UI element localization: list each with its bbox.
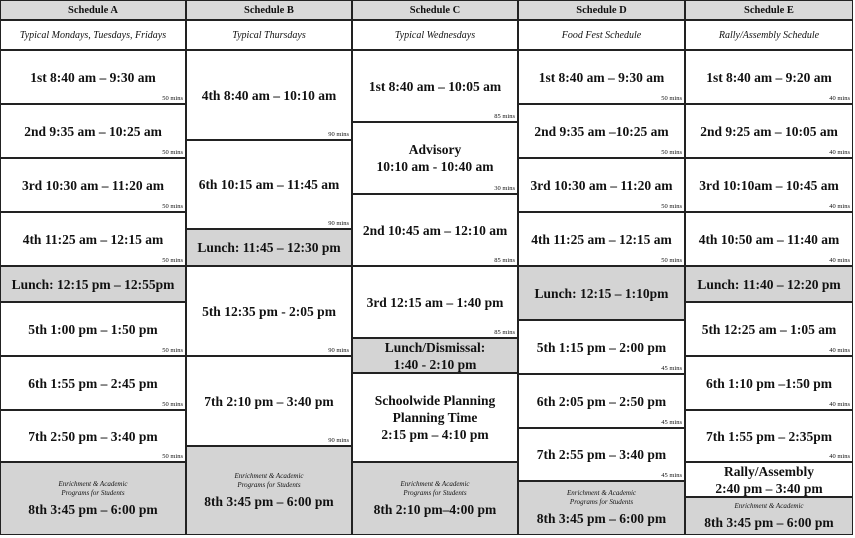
duration-label: 90 mins [328, 437, 349, 444]
period-time-label: 10:10 am - 10:40 am [376, 159, 494, 174]
duration-label: 40 mins [829, 401, 850, 408]
program-note: Programs for Students [403, 488, 467, 497]
period-text [202, 87, 337, 104]
period-text [28, 480, 157, 518]
period-block [518, 158, 685, 212]
period-text [539, 69, 665, 86]
period-time-label: 1:40 - 2:10 pm [393, 356, 477, 372]
period-time-label: 3rd 10:10am – 10:45 am [699, 177, 839, 193]
period-time-label: 8th 3:45 pm – 6:00 pm [704, 514, 834, 530]
duration-label: 50 mins [661, 95, 682, 102]
period-block [518, 212, 685, 266]
period-text [697, 276, 840, 293]
period-time-label: 6th 10:15 am – 11:45 am [198, 177, 340, 192]
period-text [12, 276, 175, 293]
enrichment-block [685, 497, 853, 535]
period-text [537, 339, 666, 356]
period-block [685, 302, 853, 356]
period-time-label: 7th 2:50 pm – 3:40 pm [28, 428, 158, 444]
period-time-label: 7th 2:10 pm – 3:40 pm [204, 393, 334, 409]
period-text [374, 480, 497, 518]
period-time-label: 4th 8:40 am – 10:10 am [201, 87, 337, 103]
period-time-label: 6th 2:05 pm – 2:50 pm [536, 393, 667, 409]
period-block [685, 50, 853, 104]
period-text [375, 392, 495, 443]
period-text [704, 502, 833, 531]
enrichment-block [186, 446, 352, 535]
period-text [706, 428, 832, 445]
period-time-label: 5th 12:25 am – 1:05 am [701, 321, 837, 337]
column-subtitle: Food Fest Schedule [518, 20, 685, 50]
duration-label: 30 mins [494, 185, 515, 192]
column-header: Schedule A [0, 0, 186, 20]
duration-label: 85 mins [494, 113, 515, 120]
period-text [706, 375, 832, 392]
period-time-label: 4th 10:50 am – 11:40 am [698, 231, 840, 247]
period-text [24, 123, 162, 140]
period-time-label: 2nd 10:45 am – 12:10 am [362, 222, 508, 238]
period-block [0, 266, 186, 302]
duration-label: 50 mins [661, 149, 682, 156]
duration-label: 45 mins [661, 365, 682, 372]
period-block [186, 356, 352, 446]
period-block [352, 338, 518, 373]
column-subtitle: Rally/Assembly Schedule [685, 20, 853, 50]
period-time-label: 3rd 10:30 am – 11:20 am [530, 177, 673, 193]
period-time-label: 2nd 9:25 am – 10:05 am [700, 123, 838, 139]
period-time-label: Lunch/Dismissal: [384, 339, 486, 355]
period-time-label: 7th 2:55 pm – 3:40 pm [536, 447, 667, 462]
duration-label: 50 mins [661, 203, 682, 210]
period-time-label: Schoolwide Planning [374, 393, 496, 408]
period-text [28, 428, 157, 445]
program-note: Enrichment & Academic [400, 479, 470, 488]
period-time-label: 3rd 10:30 am – 11:20 am [21, 177, 165, 193]
duration-label: 90 mins [328, 220, 349, 227]
period-block [352, 50, 518, 122]
program-note: Enrichment & Academic [734, 501, 804, 510]
period-block [0, 410, 186, 462]
column-header: Schedule B [186, 0, 352, 20]
period-text [28, 321, 157, 338]
period-text [700, 123, 838, 140]
duration-label: 40 mins [829, 453, 850, 460]
period-block [352, 373, 518, 462]
period-time-label: 2nd 9:35 am –10:25 am [534, 123, 669, 139]
column-subtitle: Typical Mondays, Tuesdays, Fridays [0, 20, 186, 50]
column-header: Schedule D [518, 0, 685, 20]
period-block [685, 356, 853, 410]
period-text [23, 231, 164, 248]
period-block [352, 122, 518, 194]
period-text [699, 231, 840, 248]
period-time-label: 2nd 9:35 am – 10:25 am [24, 123, 162, 139]
period-block [0, 104, 186, 158]
program-note: Programs for Students [237, 480, 301, 489]
duration-label: 85 mins [494, 257, 515, 264]
duration-label: 40 mins [829, 149, 850, 156]
period-block [0, 50, 186, 104]
duration-label: 50 mins [162, 95, 183, 102]
period-time-label: 1st 8:40 am – 9:20 am [706, 69, 832, 85]
period-time-label: Lunch: 11:40 – 12:20 pm [697, 276, 841, 292]
column-header: Schedule E [685, 0, 853, 20]
duration-label: 85 mins [494, 329, 515, 336]
period-time-label: 6th 1:10 pm –1:50 pm [705, 375, 832, 391]
period-text [537, 489, 666, 527]
duration-label: 50 mins [162, 347, 183, 354]
period-block [685, 410, 853, 462]
period-text [367, 294, 504, 311]
program-note: Enrichment & Academic [58, 479, 128, 488]
period-time-label: 2:15 pm – 4:10 pm [381, 427, 489, 442]
period-time-label: 8th 3:45 pm – 6:00 pm [536, 511, 667, 526]
period-block [186, 50, 352, 140]
period-block [0, 158, 186, 212]
period-time-label: Lunch: 11:45 – 12:30 pm [197, 240, 341, 255]
duration-label: 50 mins [162, 203, 183, 210]
period-text [202, 303, 336, 320]
period-time-label: 1st 8:40 am – 10:05 am [368, 78, 502, 94]
column-header: Schedule C [352, 0, 518, 20]
period-block [0, 356, 186, 410]
duration-label: 50 mins [162, 149, 183, 156]
period-text [204, 472, 333, 510]
period-time-label: 7th 1:55 pm – 2:35pm [705, 428, 832, 444]
period-text [369, 78, 501, 95]
period-time-label: Lunch: 12:15 pm – 12:55pm [11, 276, 175, 292]
period-text [699, 177, 838, 194]
enrichment-block [518, 481, 685, 535]
program-note: Enrichment & Academic [234, 471, 304, 480]
period-time-label: 5th 1:15 pm – 2:00 pm [536, 339, 667, 355]
period-block [352, 194, 518, 266]
period-text [363, 222, 507, 239]
period-time-label: 8th 3:45 pm – 6:00 pm [204, 493, 334, 509]
period-time-label: 1st 8:40 am – 9:30 am [30, 69, 156, 85]
duration-label: 50 mins [162, 401, 183, 408]
period-block [518, 428, 685, 481]
period-text [30, 69, 156, 86]
period-time-label: 2:40 pm – 3:40 pm [715, 480, 823, 496]
period-block [0, 212, 186, 266]
period-block [685, 158, 853, 212]
period-block [685, 212, 853, 266]
period-time-label: 4th 11:25 am – 12:15 am [22, 231, 164, 247]
period-text [715, 463, 822, 497]
period-time-label: 4th 11:25 am – 12:15 am [531, 231, 672, 247]
enrichment-block [352, 462, 518, 535]
period-text [531, 231, 672, 248]
period-time-label: Lunch: 12:15 – 1:10pm [534, 285, 669, 301]
duration-label: 40 mins [829, 95, 850, 102]
period-time-label: 5th 1:00 pm – 1:50 pm [28, 321, 158, 337]
period-text [385, 339, 486, 373]
period-text [28, 375, 157, 392]
period-time-label: 5th 12:35 pm - 2:05 pm [202, 303, 336, 319]
duration-label: 45 mins [661, 472, 682, 479]
period-block [685, 462, 853, 497]
duration-label: 45 mins [661, 419, 682, 426]
period-block [685, 266, 853, 302]
period-time-label: Rally/Assembly [723, 463, 814, 479]
period-block [518, 374, 685, 428]
period-text [377, 141, 494, 175]
period-block [352, 266, 518, 338]
period-block [0, 302, 186, 356]
period-block [518, 104, 685, 158]
period-block [685, 104, 853, 158]
period-block [518, 50, 685, 104]
period-text [537, 446, 666, 463]
duration-label: 50 mins [162, 453, 183, 460]
period-text [534, 123, 668, 140]
period-time-label: 3rd 12:15 am – 1:40 pm [366, 294, 504, 310]
period-time-label: 8th 2:10 pm–4:00 pm [373, 501, 497, 517]
duration-label: 40 mins [829, 203, 850, 210]
period-time-label: 6th 1:55 pm – 2:45 pm [28, 375, 158, 391]
program-note: Enrichment & Academic [566, 489, 637, 497]
period-text [702, 321, 837, 338]
period-block [186, 266, 352, 356]
period-block [518, 320, 685, 374]
period-text [530, 177, 672, 194]
period-text [535, 285, 669, 302]
enrichment-block [0, 462, 186, 535]
duration-label: 40 mins [829, 347, 850, 354]
period-block [186, 140, 352, 229]
period-text [199, 176, 340, 193]
period-text [706, 69, 832, 86]
period-time-label: Advisory [408, 142, 462, 157]
period-block [518, 266, 685, 320]
program-note: Programs for Students [61, 488, 125, 497]
period-block [186, 229, 352, 266]
duration-label: 90 mins [328, 347, 349, 354]
program-note: Programs for Students [569, 498, 634, 506]
period-time-label: 1st 8:40 am – 9:30 am [538, 69, 665, 85]
duration-label: 90 mins [328, 131, 349, 138]
period-time-label: 8th 3:45 pm – 6:00 pm [28, 501, 158, 517]
period-text [22, 177, 164, 194]
period-text [204, 393, 333, 410]
duration-label: 50 mins [661, 257, 682, 264]
duration-label: 50 mins [162, 257, 183, 264]
period-text [197, 239, 340, 256]
duration-label: 40 mins [829, 257, 850, 264]
column-subtitle: Typical Thursdays [186, 20, 352, 50]
column-subtitle: Typical Wednesdays [352, 20, 518, 50]
period-time-label: Planning Time [392, 410, 478, 425]
period-text [537, 393, 666, 410]
